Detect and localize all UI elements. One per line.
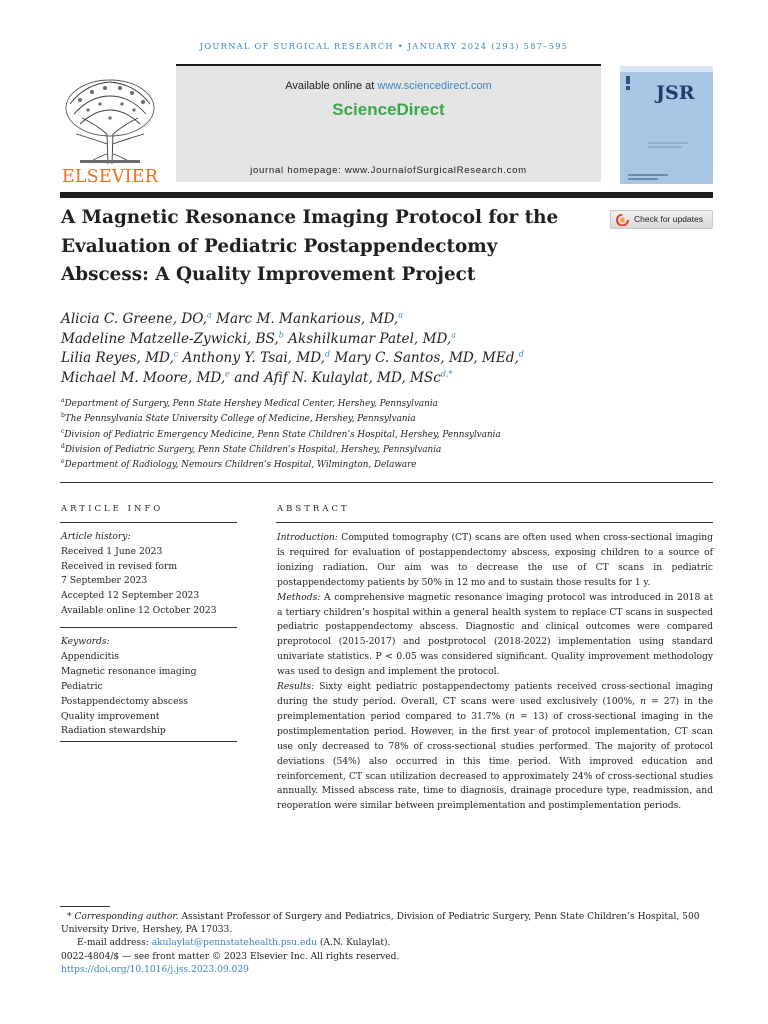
footnotes <box>61 911 714 977</box>
article-info-rule <box>60 741 237 742</box>
jsr-cover-title: JSR <box>656 82 695 104</box>
email-line <box>61 937 714 950</box>
abstract-section-text: Computed tomography (CT) scans are often used when cross-sectional imaging is required for evaluation of postappendectomy abscess, exposing children to a source of ionizing radiation. Our aim was to decrease the use of CT scans in pediatric postappendectomy patients by 50% in 12 mo and to sustain those results for 1 y. <box>277 533 713 588</box>
sciencedirect-link[interactable]: www.sciencedirect.com <box>377 80 492 92</box>
email-author: (A.N. Kulaylat). <box>317 938 391 949</box>
affiliation-marker[interactable]: a <box>451 330 457 340</box>
keyword-item: Magnetic resonance imaging <box>61 665 197 677</box>
keywords-block <box>61 635 238 739</box>
affiliation-item <box>61 428 711 443</box>
author-name: and Afif N. Kulaylat, MD, MSc <box>229 369 441 386</box>
abstract-section-text: = 27) in the preimplementation period compared to 31.7% ( <box>277 696 713 722</box>
affiliation-letter: d <box>61 442 65 450</box>
n-symbol: n <box>508 711 515 722</box>
abstract-body <box>277 531 713 814</box>
copyright-line: 0022-4804/$ — see front matter © 2023 Elsevier Inc. All rights reserved. <box>61 951 400 962</box>
affiliation-text: Division of Pediatric Emergency Medicine, Penn State Children’s Hospital, Hershey, Pennsylvania <box>64 429 501 440</box>
affiliation-text: Department of Surgery, Penn State Hershey Medical Center, Hershey, Pennsylvania <box>64 399 438 409</box>
check-for-updates-button[interactable] <box>610 210 713 229</box>
author-name: Akshilkumar Patel, MD, <box>283 330 452 347</box>
keyword-item: Quality improvement <box>61 710 160 722</box>
author-line-2 <box>61 330 711 350</box>
author-list <box>61 310 711 388</box>
history-item: Received in revised form <box>61 560 178 572</box>
affiliation-marker[interactable]: d,* <box>440 369 453 379</box>
affiliation-marker[interactable]: e <box>225 369 230 379</box>
available-online-line <box>176 80 601 92</box>
affiliation-marker[interactable]: b <box>278 330 284 340</box>
affiliation-marker[interactable]: a <box>398 310 403 320</box>
author-line-3 <box>61 349 711 369</box>
history-item: Accepted 12 September 2023 <box>61 590 200 602</box>
footnote-rule <box>60 906 110 907</box>
affiliation-text: Division of Pediatric Surgery, Penn State Children’s Hospital, Hershey, Pennsylvania <box>64 444 442 455</box>
affiliation-letter: c <box>61 427 65 435</box>
check-updates-icon <box>616 214 629 226</box>
keyword-item: Appendicitis <box>61 650 120 662</box>
elsevier-wordmark: ELSEVIER <box>61 167 159 187</box>
article-history-label: Article history: <box>61 531 131 542</box>
affiliation-item <box>61 443 711 458</box>
affiliation-text: Department of Radiology, Nemours Children’s Hospital, Wilmington, Delaware <box>64 460 417 471</box>
author-name: Alicia C. Greene, DO, <box>61 311 207 327</box>
affiliation-item <box>61 397 711 412</box>
abstract-section-label: Results: <box>277 682 315 693</box>
sciencedirect-banner <box>176 64 601 182</box>
footnote-star: * <box>67 912 72 922</box>
email-label: E-mail address: <box>77 938 152 949</box>
keyword-item: Pediatric <box>61 680 103 692</box>
author-name: Anthony Y. Tsai, MD, <box>178 350 325 367</box>
journal-homepage-line[interactable]: journal homepage: www.JournalofSurgicalResearch.com <box>250 165 527 176</box>
author-line-1 <box>61 310 711 330</box>
email-link[interactable]: akulaylat@pennstatehealth.psu.edu <box>151 938 318 949</box>
abstract-methods <box>277 591 713 680</box>
author-name: Marc M. Mankarious, MD, <box>211 311 399 327</box>
abstract-rule <box>276 522 713 523</box>
abstract-section-label: Introduction: <box>277 533 338 543</box>
history-item: 7 September 2023 <box>61 575 148 587</box>
corresponding-author-label: Corresponding author. <box>71 912 179 922</box>
affiliation-item <box>61 412 711 427</box>
affiliation-item <box>61 458 711 473</box>
author-line-4 <box>61 369 711 389</box>
article-info-rule <box>60 522 237 523</box>
affiliation-marker[interactable]: a <box>206 310 212 320</box>
abstract-results <box>277 680 713 814</box>
affiliation-letter: a <box>61 397 65 405</box>
author-name: Madeline Matzelle-Zywicki, BS, <box>61 330 279 347</box>
author-name: Michael M. Moore, MD, <box>61 369 226 386</box>
article-history <box>61 530 238 619</box>
n-symbol: n <box>640 696 647 707</box>
corresponding-author-text: Assistant Professor of Surgery and Pediatrics, Division of Pediatric Surgery, Penn State Children’s Hospital, 500 University Drive, Hershey, PA 17033. <box>61 912 700 936</box>
check-for-updates-label: Check for updates <box>634 214 703 224</box>
abstract-section-text: Sixty eight pediatric postappendectomy patients received cross-sectional imaging during the study period. Overall, CT scans were used exclusively (100%, <box>277 682 713 707</box>
corresponding-author-note <box>61 911 714 937</box>
keyword-item: Postappendectomy abscess <box>61 695 188 707</box>
doi-link[interactable]: https://doi.org/10.1016/j.jss.2023.09.029 <box>61 964 249 975</box>
affiliation-marker[interactable]: c <box>173 349 179 359</box>
article-info-heading: ARTICLE INFO <box>61 503 164 513</box>
affiliation-marker[interactable]: d <box>518 349 524 359</box>
abstract-section-label: Methods: <box>277 592 321 603</box>
journal-cover-image <box>620 66 713 184</box>
abstract-heading: ABSTRACT <box>277 503 350 513</box>
header-black-rule <box>60 192 713 198</box>
affiliation-marker[interactable]: d <box>324 349 331 359</box>
section-divider <box>60 482 713 483</box>
available-online-prefix: Available online at <box>285 80 378 92</box>
affiliation-list <box>61 397 711 473</box>
article-info-rule <box>60 627 237 628</box>
sciencedirect-logo: ScienceDirect <box>332 100 445 119</box>
article-title: A Magnetic Resonance Imaging Protocol for the Evaluation of Pediatric Postappendectomy Abscess: A Quality Improvement Project <box>61 207 559 285</box>
history-item: Available online 12 October 2023 <box>61 604 217 616</box>
keywords-label: Keywords: <box>61 636 110 647</box>
affiliation-letter: e <box>61 458 65 466</box>
abstract-section-text: A comprehensive magnetic resonance imaging protocol was introduced in 2018 at a tertiary children’s hospital within a general health system to replace CT scans in suspected pediatric postappendectomy abscess. Diagnostic and clinical outcomes were compared preprotocol (2015-2017) and postprotocol (2018-2022) implementation using standard univariate statistics. P < 0.05 was considered significant. Quality improvement methodology was used to design and implement the protocol. <box>277 592 713 678</box>
abstract-introduction <box>277 531 713 591</box>
author-name: Lilia Reyes, MD, <box>61 350 174 367</box>
affiliation-letter: b <box>61 412 65 420</box>
abstract-section-text: = 13) of cross-sectional imaging in the postimplementation period. However, in the first year of protocol implementation, CT scan use only decreased to 78% of cross-sectional studies performed. The majority of protocol deviations (54%) also occurred in this time period. With improved education and reinforcement, CT scan utilization decreased to approximately 24% of cross-sectional studies annually. Missed abscess rate, time to diagnosis, drainage procedure type, readmission, and reoperation were similar between preimplementation and postimplementation periods. <box>277 711 713 812</box>
journal-running-header: JOURNAL OF SURGICAL RESEARCH • JANUARY 2024 (293) 587–595 <box>199 41 569 51</box>
author-name: Mary C. Santos, MD, MEd, <box>330 350 519 367</box>
journal-header-band <box>60 64 713 187</box>
history-item: Received 1 June 2023 <box>61 545 163 557</box>
affiliation-text: The Pennsylvania State University College of Medicine, Hershey, Pennsylvania <box>64 414 416 425</box>
keyword-item: Radiation stewardship <box>61 725 166 737</box>
